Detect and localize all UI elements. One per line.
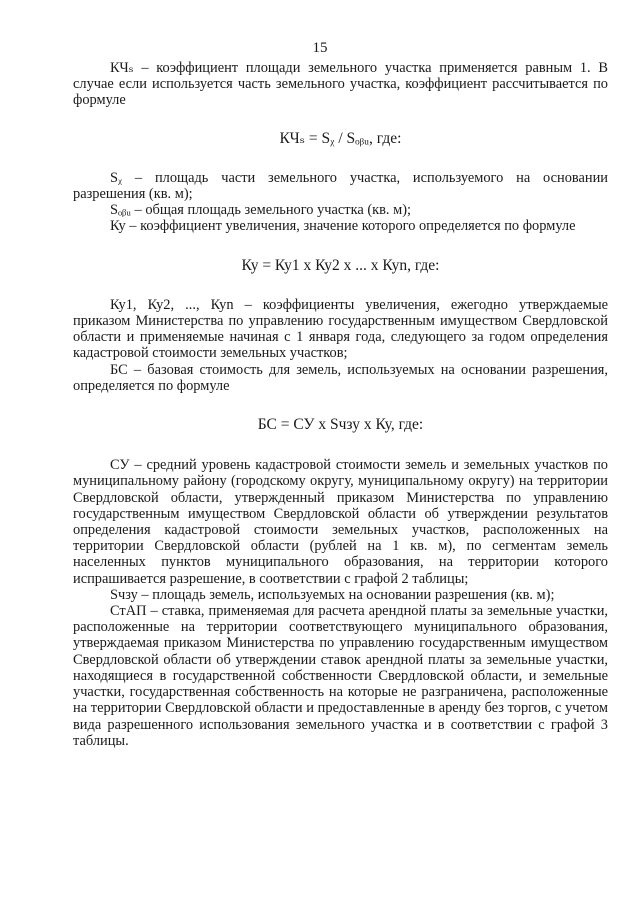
formula-kchs: КЧₛ = Sᵪ / Sₒᵦᵤ, где: <box>279 129 402 147</box>
paragraph-ku-definition: Ку – коэффициент увеличения, значение которого определяется по формуле <box>110 218 576 235</box>
paragraph-su-definition: СУ – средний уровень кадастровой стоимости земель и земельных участков по муниципальному району (городскому округу, муниципальному округу) на территории Свердловской области, утвержденный приказом Министерства по управлению государственным имуществом Свердловской области об утверждении результатов определения кадастровой стоимости земельных участков, расположенных на территории Свердловской области (рублей на 1 кв. м), по сегментам земель населенных пунктов муниципального образования, на территории которого испрашивается разрешение, в соответствии с графой 2 таблицы; <box>73 457 608 587</box>
paragraph-sch-definition: Sᵪ – площадь части земельного участка, используемого на основании разрешения (кв. м); <box>73 169 608 203</box>
formula-bs: БС = СУ х Sчзу х Ку, где: <box>257 416 424 434</box>
paragraph-sobsch-definition: Sₒᵦᵤ – общая площадь земельного участка (кв. м); <box>110 202 412 219</box>
paragraph-ku-coefficients: Ку1, Ку2, ..., Куn – коэффициенты увеличения, ежегодно утверждаемые приказом Министерства по управлению государственным имуществом Свердловской области и применяемые начиная с 1 января года, следующего за годом определения кадастровой стоимости земельных участков; <box>73 296 608 362</box>
paragraph-schzu-definition: Sчзу – площадь земель, используемых на основании разрешения (кв. м); <box>110 586 555 603</box>
paragraph-bs-definition: БС – базовая стоимость для земель, используемых на основании разрешения, определяется по формуле <box>73 361 608 394</box>
paragraph-stap-definition: СтАП – ставка, применяемая для расчета арендной платы за земельные участки, расположенные на территории соответствующего муниципального образования, утверждаемая приказом Министерства по управлению государственным имуществом Свердловской области об утверждении ставок арендной платы за земельные участки, находящиеся в государственной собственности Свердловской области, и земельные участки, государственная собственность на которые не разграничена, расположенные на территории Свердловской области и предоставленные в аренду без торгов, с учетом вида разрешенного использования земельного участка и в соответствии с графой 3 таблицы. <box>73 603 608 749</box>
formula-ku: Ку = Ку1 х Ку2 х ... х Куn, где: <box>241 256 440 274</box>
page-number: 15 <box>312 40 328 56</box>
paragraph-kchs-definition: КЧₛ – коэффициент площади земельного участка применяется равным 1. В случае если используется часть земельного участка, коэффициент рассчитывается по формуле <box>73 60 608 109</box>
document-body <box>73 60 608 749</box>
